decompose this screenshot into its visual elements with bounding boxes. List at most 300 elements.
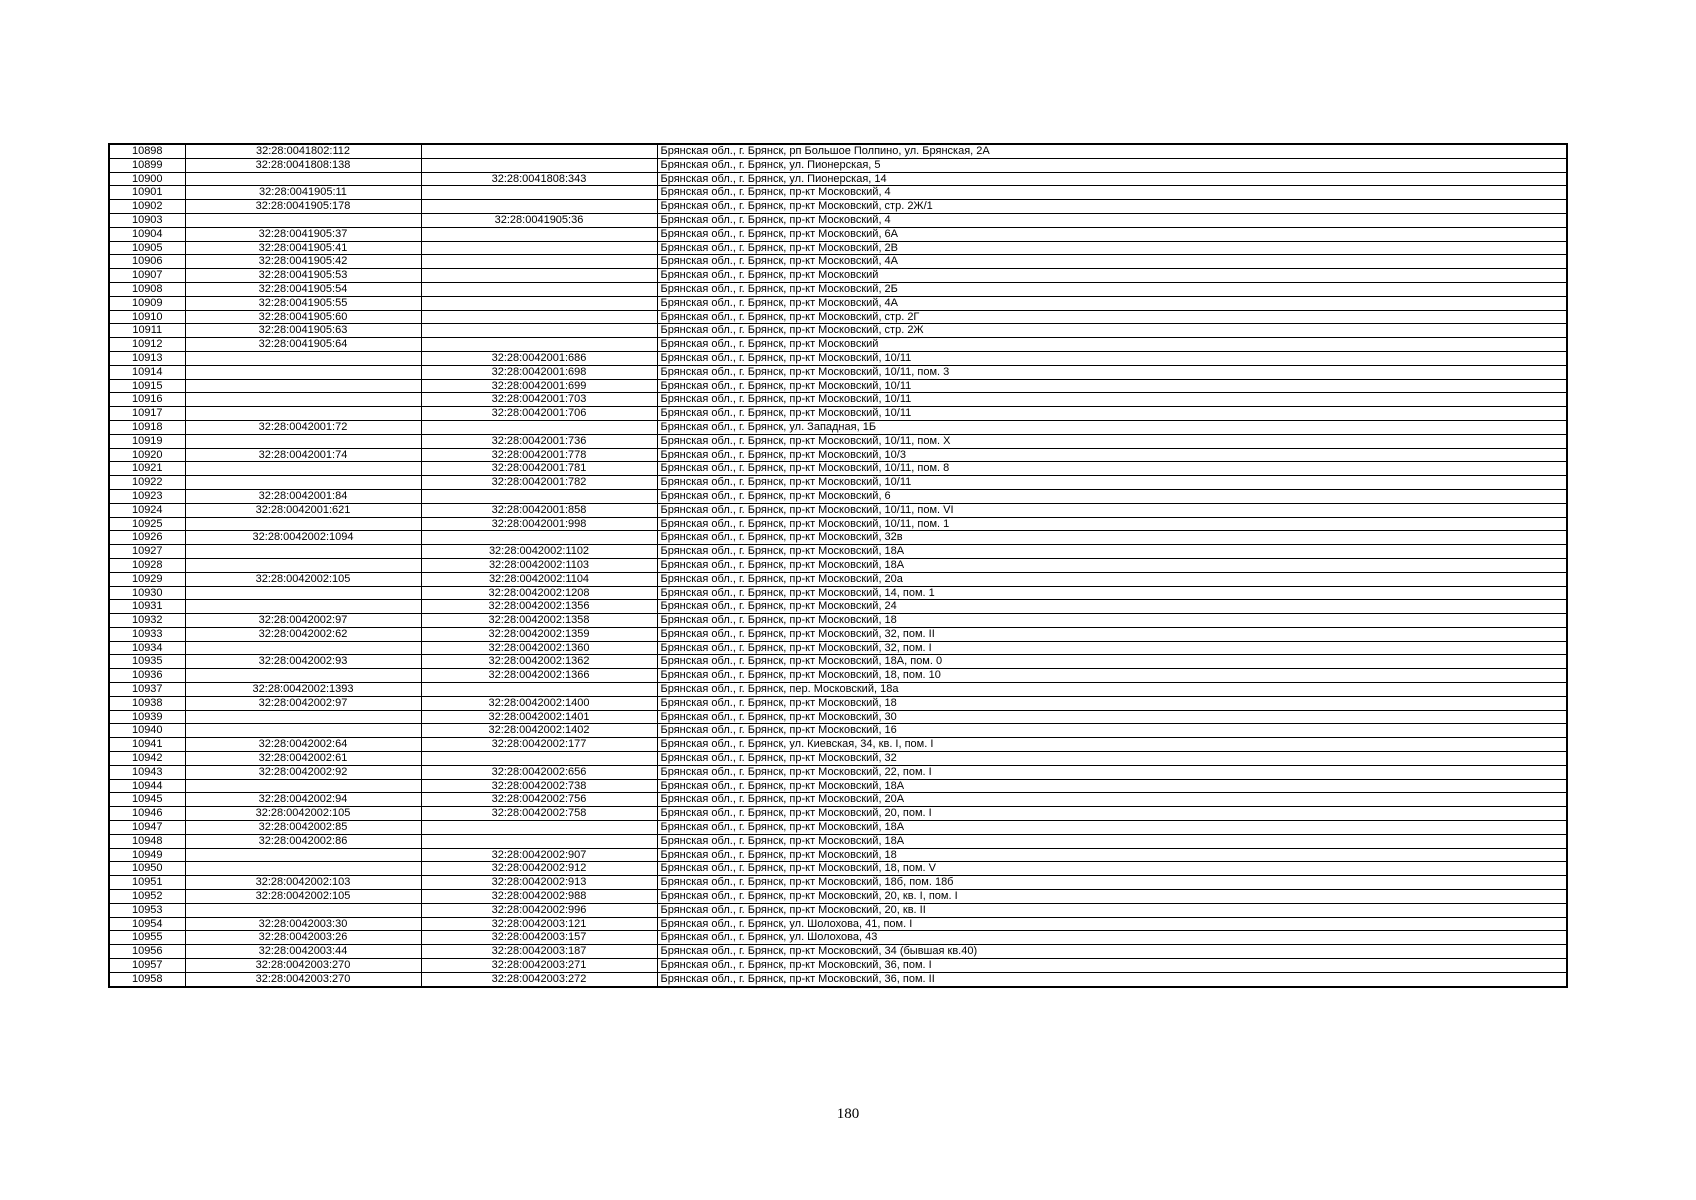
building-cadastral-cell: 32:28:0042002:1208 [421, 586, 657, 600]
address-cell: Брянская обл., г. Брянск, ул. Пионерская, 5 [657, 158, 1567, 172]
land-plot-cadastral-cell: 32:28:0041905:53 [185, 269, 421, 283]
row-number-cell: 10941 [109, 738, 185, 752]
row-number-cell: 10942 [109, 752, 185, 766]
address-cell: Брянская обл., г. Брянск, пр-кт Московский, 18 [657, 614, 1567, 628]
building-cadastral-cell: 32:28:0042002:988 [421, 890, 657, 904]
row-number-cell: 10920 [109, 448, 185, 462]
building-cadastral-cell: 32:28:0042001:703 [421, 393, 657, 407]
land-plot-cadastral-cell [185, 393, 421, 407]
building-cadastral-cell [421, 821, 657, 835]
table-row [109, 545, 1567, 559]
table-row [109, 710, 1567, 724]
building-cadastral-cell: 32:28:0042002:1358 [421, 614, 657, 628]
row-number-cell: 10927 [109, 545, 185, 559]
building-cadastral-cell: 32:28:0042002:912 [421, 862, 657, 876]
land-plot-cadastral-cell [185, 476, 421, 490]
land-plot-cadastral-cell [185, 903, 421, 917]
address-cell: Брянская обл., г. Брянск, пр-кт Московский, 6 [657, 489, 1567, 503]
land-plot-cadastral-cell: 32:28:0041808:138 [185, 158, 421, 172]
table-row [109, 489, 1567, 503]
building-cadastral-cell [421, 683, 657, 697]
table-row [109, 793, 1567, 807]
table-row [109, 738, 1567, 752]
land-plot-cadastral-cell: 32:28:0042002:62 [185, 627, 421, 641]
land-plot-cadastral-cell [185, 545, 421, 559]
row-number-cell: 10912 [109, 338, 185, 352]
address-cell: Брянская обл., г. Брянск, пр-кт Московский, 10/11, пом. 8 [657, 462, 1567, 476]
building-cadastral-cell: 32:28:0042001:778 [421, 448, 657, 462]
address-cell: Брянская обл., г. Брянск, пр-кт Московский, 14, пом. 1 [657, 586, 1567, 600]
row-number-cell: 10901 [109, 186, 185, 200]
address-cell: Брянская обл., г. Брянск, пр-кт Московский, 2Б [657, 282, 1567, 296]
row-number-cell: 10925 [109, 517, 185, 531]
building-cadastral-cell [421, 158, 657, 172]
registry-table [108, 143, 1568, 988]
building-cadastral-cell [421, 296, 657, 310]
building-cadastral-cell: 32:28:0042002:1359 [421, 627, 657, 641]
row-number-cell: 10951 [109, 876, 185, 890]
table-row [109, 627, 1567, 641]
land-plot-cadastral-cell [185, 558, 421, 572]
row-number-cell: 10926 [109, 531, 185, 545]
row-number-cell: 10906 [109, 255, 185, 269]
table-row [109, 338, 1567, 352]
row-number-cell: 10932 [109, 614, 185, 628]
row-number-cell: 10949 [109, 848, 185, 862]
table-row [109, 945, 1567, 959]
land-plot-cadastral-cell: 32:28:0041905:60 [185, 310, 421, 324]
building-cadastral-cell: 32:28:0042002:177 [421, 738, 657, 752]
registry-table-body [109, 144, 1567, 987]
table-row [109, 696, 1567, 710]
table-row [109, 269, 1567, 283]
address-cell: Брянская обл., г. Брянск, пр-кт Московский, 4 [657, 213, 1567, 227]
land-plot-cadastral-cell [185, 586, 421, 600]
address-cell: Брянская обл., г. Брянск, пр-кт Московский, 32 [657, 752, 1567, 766]
address-cell: Брянская обл., г. Брянск, пр-кт Московский, 20А [657, 793, 1567, 807]
land-plot-cadastral-cell: 32:28:0042003:270 [185, 972, 421, 986]
address-cell: Брянская обл., г. Брянск, пр-кт Московский, 22, пом. I [657, 765, 1567, 779]
land-plot-cadastral-cell: 32:28:0042002:64 [185, 738, 421, 752]
row-number-cell: 10909 [109, 296, 185, 310]
address-cell: Брянская обл., г. Брянск, пр-кт Московский, 10/3 [657, 448, 1567, 462]
address-cell: Брянская обл., г. Брянск, пр-кт Московский, 18 [657, 848, 1567, 862]
address-cell: Брянская обл., г. Брянск, пр-кт Московский, 36, пом. I [657, 959, 1567, 973]
building-cadastral-cell [421, 282, 657, 296]
building-cadastral-cell: 32:28:0042001:998 [421, 517, 657, 531]
table-row [109, 641, 1567, 655]
table-row [109, 420, 1567, 434]
row-number-cell: 10945 [109, 793, 185, 807]
table-row [109, 186, 1567, 200]
table-row [109, 241, 1567, 255]
table-row [109, 655, 1567, 669]
row-number-cell: 10943 [109, 765, 185, 779]
land-plot-cadastral-cell: 32:28:0041905:63 [185, 324, 421, 338]
row-number-cell: 10952 [109, 890, 185, 904]
building-cadastral-cell: 32:28:0042003:187 [421, 945, 657, 959]
land-plot-cadastral-cell [185, 517, 421, 531]
table-row [109, 779, 1567, 793]
land-plot-cadastral-cell: 32:28:0041905:42 [185, 255, 421, 269]
building-cadastral-cell: 32:28:0042002:1366 [421, 669, 657, 683]
table-row [109, 462, 1567, 476]
address-cell: Брянская обл., г. Брянск, пр-кт Московский, 4 [657, 186, 1567, 200]
table-row [109, 972, 1567, 986]
row-number-cell: 10928 [109, 558, 185, 572]
page-number: 180 [836, 1106, 860, 1122]
land-plot-cadastral-cell: 32:28:0042001:621 [185, 503, 421, 517]
building-cadastral-cell [421, 834, 657, 848]
table-row [109, 683, 1567, 697]
row-number-cell: 10931 [109, 600, 185, 614]
table-row [109, 227, 1567, 241]
building-cadastral-cell [421, 227, 657, 241]
address-cell: Брянская обл., г. Брянск, пр-кт Московский, 4А [657, 255, 1567, 269]
land-plot-cadastral-cell: 32:28:0042003:26 [185, 931, 421, 945]
building-cadastral-cell: 32:28:0042002:656 [421, 765, 657, 779]
row-number-cell: 10914 [109, 365, 185, 379]
land-plot-cadastral-cell: 32:28:0042002:1094 [185, 531, 421, 545]
row-number-cell: 10922 [109, 476, 185, 490]
row-number-cell: 10924 [109, 503, 185, 517]
table-row [109, 959, 1567, 973]
land-plot-cadastral-cell [185, 724, 421, 738]
address-cell: Брянская обл., г. Брянск, ул. Пионерская, 14 [657, 172, 1567, 186]
land-plot-cadastral-cell: 32:28:0042001:84 [185, 489, 421, 503]
table-row [109, 393, 1567, 407]
row-number-cell: 10944 [109, 779, 185, 793]
address-cell: Брянская обл., г. Брянск, пр-кт Московский, 18А [657, 834, 1567, 848]
row-number-cell: 10921 [109, 462, 185, 476]
land-plot-cadastral-cell [185, 172, 421, 186]
table-row [109, 448, 1567, 462]
building-cadastral-cell: 32:28:0042001:686 [421, 351, 657, 365]
row-number-cell: 10905 [109, 241, 185, 255]
land-plot-cadastral-cell: 32:28:0041905:55 [185, 296, 421, 310]
building-cadastral-cell [421, 420, 657, 434]
address-cell: Брянская обл., г. Брянск, пр-кт Московский, 20, пом. I [657, 807, 1567, 821]
building-cadastral-cell: 32:28:0042001:706 [421, 407, 657, 421]
address-cell: Брянская обл., г. Брянск, пр-кт Московский, 18А [657, 558, 1567, 572]
row-number-cell: 10917 [109, 407, 185, 421]
land-plot-cadastral-cell [185, 779, 421, 793]
land-plot-cadastral-cell [185, 848, 421, 862]
row-number-cell: 10915 [109, 379, 185, 393]
land-plot-cadastral-cell [185, 434, 421, 448]
land-plot-cadastral-cell: 32:28:0042002:93 [185, 655, 421, 669]
building-cadastral-cell: 32:28:0042001:782 [421, 476, 657, 490]
building-cadastral-cell: 32:28:0042002:1401 [421, 710, 657, 724]
address-cell: Брянская обл., г. Брянск, пр-кт Московский, 10/11 [657, 393, 1567, 407]
table-row [109, 834, 1567, 848]
row-number-cell: 10916 [109, 393, 185, 407]
land-plot-cadastral-cell: 32:28:0042003:44 [185, 945, 421, 959]
land-plot-cadastral-cell: 32:28:0042002:103 [185, 876, 421, 890]
land-plot-cadastral-cell: 32:28:0042002:94 [185, 793, 421, 807]
table-row [109, 917, 1567, 931]
building-cadastral-cell: 32:28:0042001:736 [421, 434, 657, 448]
row-number-cell: 10958 [109, 972, 185, 986]
row-number-cell: 10911 [109, 324, 185, 338]
address-cell: Брянская обл., г. Брянск, пр-кт Московский, 20а [657, 572, 1567, 586]
address-cell: Брянская обл., г. Брянск, пр-кт Московский, 34 (бывшая кв.40) [657, 945, 1567, 959]
building-cadastral-cell: 32:28:0042002:756 [421, 793, 657, 807]
land-plot-cadastral-cell: 32:28:0042003:270 [185, 959, 421, 973]
building-cadastral-cell [421, 241, 657, 255]
table-row [109, 765, 1567, 779]
building-cadastral-cell: 32:28:0042001:858 [421, 503, 657, 517]
table-row [109, 752, 1567, 766]
land-plot-cadastral-cell: 32:28:0042002:92 [185, 765, 421, 779]
table-row [109, 517, 1567, 531]
row-number-cell: 10907 [109, 269, 185, 283]
address-cell: Брянская обл., г. Брянск, пр-кт Московский, 4А [657, 296, 1567, 310]
table-row [109, 531, 1567, 545]
land-plot-cadastral-cell [185, 669, 421, 683]
row-number-cell: 10955 [109, 931, 185, 945]
building-cadastral-cell: 32:28:0042002:907 [421, 848, 657, 862]
address-cell: Брянская обл., г. Брянск, пр-кт Московский, 10/11, пом. X [657, 434, 1567, 448]
address-cell: Брянская обл., г. Брянск, пр-кт Московский, 18А, пом. 0 [657, 655, 1567, 669]
building-cadastral-cell: 32:28:0042003:121 [421, 917, 657, 931]
address-cell: Брянская обл., г. Брянск, пр-кт Московский, 18, пом. 10 [657, 669, 1567, 683]
row-number-cell: 10947 [109, 821, 185, 835]
row-number-cell: 10956 [109, 945, 185, 959]
address-cell: Брянская обл., г. Брянск, пер. Московский, 18а [657, 683, 1567, 697]
address-cell: Брянская обл., г. Брянск, пр-кт Московский, 2В [657, 241, 1567, 255]
building-cadastral-cell [421, 144, 657, 158]
address-cell: Брянская обл., г. Брянск, пр-кт Московский, 32, пом. II [657, 627, 1567, 641]
address-cell: Брянская обл., г. Брянск, рп Большое Полпино, ул. Брянская, 2А [657, 144, 1567, 158]
building-cadastral-cell [421, 338, 657, 352]
address-cell: Брянская обл., г. Брянск, ул. Шолохова, 41, пом. I [657, 917, 1567, 931]
land-plot-cadastral-cell: 32:28:0042003:30 [185, 917, 421, 931]
table-row [109, 282, 1567, 296]
land-plot-cadastral-cell [185, 710, 421, 724]
address-cell: Брянская обл., г. Брянск, пр-кт Московский, 18, пом. V [657, 862, 1567, 876]
table-row [109, 144, 1567, 158]
address-cell: Брянская обл., г. Брянск, пр-кт Московский, 24 [657, 600, 1567, 614]
table-row [109, 807, 1567, 821]
land-plot-cadastral-cell [185, 862, 421, 876]
land-plot-cadastral-cell: 32:28:0042002:86 [185, 834, 421, 848]
table-row [109, 351, 1567, 365]
building-cadastral-cell: 32:28:0042002:1362 [421, 655, 657, 669]
address-cell: Брянская обл., г. Брянск, пр-кт Московский, 6А [657, 227, 1567, 241]
address-cell: Брянская обл., г. Брянск, пр-кт Московский, 18А [657, 779, 1567, 793]
building-cadastral-cell: 32:28:0042002:1400 [421, 696, 657, 710]
land-plot-cadastral-cell [185, 407, 421, 421]
address-cell: Брянская обл., г. Брянск, пр-кт Московский, 10/11 [657, 476, 1567, 490]
land-plot-cadastral-cell: 32:28:0041905:11 [185, 186, 421, 200]
row-number-cell: 10957 [109, 959, 185, 973]
row-number-cell: 10934 [109, 641, 185, 655]
row-number-cell: 10936 [109, 669, 185, 683]
address-cell: Брянская обл., г. Брянск, пр-кт Московский, 32в [657, 531, 1567, 545]
address-cell: Брянская обл., г. Брянск, пр-кт Московский, 10/11 [657, 351, 1567, 365]
land-plot-cadastral-cell [185, 379, 421, 393]
row-number-cell: 10902 [109, 200, 185, 214]
land-plot-cadastral-cell [185, 213, 421, 227]
address-cell: Брянская обл., г. Брянск, пр-кт Московский, 10/11, пом. 1 [657, 517, 1567, 531]
address-cell: Брянская обл., г. Брянск, пр-кт Московский, 10/11 [657, 379, 1567, 393]
row-number-cell: 10900 [109, 172, 185, 186]
row-number-cell: 10937 [109, 683, 185, 697]
table-row [109, 600, 1567, 614]
table-row [109, 903, 1567, 917]
row-number-cell: 10899 [109, 158, 185, 172]
land-plot-cadastral-cell: 32:28:0041905:64 [185, 338, 421, 352]
table-row [109, 255, 1567, 269]
building-cadastral-cell: 32:28:0042002:1360 [421, 641, 657, 655]
table-row [109, 890, 1567, 904]
row-number-cell: 10903 [109, 213, 185, 227]
address-cell: Брянская обл., г. Брянск, пр-кт Московский, 30 [657, 710, 1567, 724]
land-plot-cadastral-cell: 32:28:0041905:178 [185, 200, 421, 214]
address-cell: Брянская обл., г. Брянск, пр-кт Московский, 10/11 [657, 407, 1567, 421]
row-number-cell: 10939 [109, 710, 185, 724]
address-cell: Брянская обл., г. Брянск, пр-кт Московский, стр. 2Г [657, 310, 1567, 324]
address-cell: Брянская обл., г. Брянск, пр-кт Московский, стр. 2Ж/1 [657, 200, 1567, 214]
land-plot-cadastral-cell: 32:28:0041905:37 [185, 227, 421, 241]
row-number-cell: 10919 [109, 434, 185, 448]
address-cell: Брянская обл., г. Брянск, пр-кт Московский [657, 269, 1567, 283]
land-plot-cadastral-cell: 32:28:0041905:54 [185, 282, 421, 296]
building-cadastral-cell: 32:28:0041905:36 [421, 213, 657, 227]
table-row [109, 862, 1567, 876]
table-row [109, 876, 1567, 890]
row-number-cell: 10913 [109, 351, 185, 365]
row-number-cell: 10933 [109, 627, 185, 641]
building-cadastral-cell: 32:28:0042002:1102 [421, 545, 657, 559]
row-number-cell: 10910 [109, 310, 185, 324]
building-cadastral-cell [421, 324, 657, 338]
land-plot-cadastral-cell [185, 462, 421, 476]
table-row [109, 296, 1567, 310]
table-row [109, 407, 1567, 421]
row-number-cell: 10898 [109, 144, 185, 158]
land-plot-cadastral-cell: 32:28:0042002:97 [185, 696, 421, 710]
land-plot-cadastral-cell: 32:28:0042002:1393 [185, 683, 421, 697]
address-cell: Брянская обл., г. Брянск, пр-кт Московский, 18А [657, 545, 1567, 559]
land-plot-cadastral-cell: 32:28:0042002:85 [185, 821, 421, 835]
building-cadastral-cell: 32:28:0042002:738 [421, 779, 657, 793]
address-cell: Брянская обл., г. Брянск, пр-кт Московский, 10/11, пом. 3 [657, 365, 1567, 379]
table-row [109, 848, 1567, 862]
row-number-cell: 10946 [109, 807, 185, 821]
row-number-cell: 10923 [109, 489, 185, 503]
table-row [109, 379, 1567, 393]
address-cell: Брянская обл., г. Брянск, ул. Западная, 1Б [657, 420, 1567, 434]
land-plot-cadastral-cell: 32:28:0042001:74 [185, 448, 421, 462]
building-cadastral-cell: 32:28:0042003:271 [421, 959, 657, 973]
row-number-cell: 10904 [109, 227, 185, 241]
building-cadastral-cell [421, 489, 657, 503]
table-row [109, 821, 1567, 835]
table-row [109, 586, 1567, 600]
address-cell: Брянская обл., г. Брянск, ул. Шолохова, 43 [657, 931, 1567, 945]
row-number-cell: 10954 [109, 917, 185, 931]
address-cell: Брянская обл., г. Брянск, пр-кт Московский, 18 [657, 696, 1567, 710]
row-number-cell: 10929 [109, 572, 185, 586]
address-cell: Брянская обл., г. Брянск, пр-кт Московский, 32, пом. I [657, 641, 1567, 655]
building-cadastral-cell [421, 186, 657, 200]
land-plot-cadastral-cell: 32:28:0042002:97 [185, 614, 421, 628]
land-plot-cadastral-cell: 32:28:0042001:72 [185, 420, 421, 434]
building-cadastral-cell: 32:28:0041808:343 [421, 172, 657, 186]
address-cell: Брянская обл., г. Брянск, ул. Киевская, 34, кв. I, пом. I [657, 738, 1567, 752]
land-plot-cadastral-cell: 32:28:0042002:105 [185, 572, 421, 586]
table-row [109, 572, 1567, 586]
building-cadastral-cell: 32:28:0042003:157 [421, 931, 657, 945]
address-cell: Брянская обл., г. Брянск, пр-кт Московский, 36, пом. II [657, 972, 1567, 986]
table-row [109, 931, 1567, 945]
building-cadastral-cell: 32:28:0042001:699 [421, 379, 657, 393]
land-plot-cadastral-cell: 32:28:0042002:105 [185, 807, 421, 821]
address-cell: Брянская обл., г. Брянск, пр-кт Московский, 18А [657, 821, 1567, 835]
building-cadastral-cell: 32:28:0042003:272 [421, 972, 657, 986]
table-row [109, 172, 1567, 186]
row-number-cell: 10918 [109, 420, 185, 434]
table-row [109, 558, 1567, 572]
table-row [109, 200, 1567, 214]
land-plot-cadastral-cell: 32:28:0041802:112 [185, 144, 421, 158]
table-row [109, 324, 1567, 338]
table-row [109, 365, 1567, 379]
table-row [109, 724, 1567, 738]
building-cadastral-cell [421, 200, 657, 214]
table-row [109, 669, 1567, 683]
row-number-cell: 10938 [109, 696, 185, 710]
address-cell: Брянская обл., г. Брянск, пр-кт Московский [657, 338, 1567, 352]
row-number-cell: 10953 [109, 903, 185, 917]
address-cell: Брянская обл., г. Брянск, пр-кт Московский, 10/11, пом. VI [657, 503, 1567, 517]
table-row [109, 434, 1567, 448]
row-number-cell: 10940 [109, 724, 185, 738]
building-cadastral-cell [421, 752, 657, 766]
table-row [109, 503, 1567, 517]
address-cell: Брянская обл., г. Брянск, пр-кт Московский, 20, кв. II [657, 903, 1567, 917]
table-row [109, 614, 1567, 628]
land-plot-cadastral-cell [185, 365, 421, 379]
address-cell: Брянская обл., г. Брянск, пр-кт Московский, стр. 2Ж [657, 324, 1567, 338]
building-cadastral-cell: 32:28:0042002:913 [421, 876, 657, 890]
building-cadastral-cell [421, 531, 657, 545]
land-plot-cadastral-cell: 32:28:0041905:41 [185, 241, 421, 255]
row-number-cell: 10935 [109, 655, 185, 669]
row-number-cell: 10930 [109, 586, 185, 600]
building-cadastral-cell: 32:28:0042001:698 [421, 365, 657, 379]
address-cell: Брянская обл., г. Брянск, пр-кт Московский, 18б, пом. 18б [657, 876, 1567, 890]
table-row [109, 158, 1567, 172]
address-cell: Брянская обл., г. Брянск, пр-кт Московский, 16 [657, 724, 1567, 738]
row-number-cell: 10948 [109, 834, 185, 848]
table-row [109, 310, 1567, 324]
building-cadastral-cell: 32:28:0042002:1356 [421, 600, 657, 614]
building-cadastral-cell: 32:28:0042002:1103 [421, 558, 657, 572]
land-plot-cadastral-cell [185, 641, 421, 655]
building-cadastral-cell: 32:28:0042002:758 [421, 807, 657, 821]
land-plot-cadastral-cell: 32:28:0042002:61 [185, 752, 421, 766]
land-plot-cadastral-cell: 32:28:0042002:105 [185, 890, 421, 904]
building-cadastral-cell: 32:28:0042002:996 [421, 903, 657, 917]
address-cell: Брянская обл., г. Брянск, пр-кт Московский, 20, кв. I, пом. I [657, 890, 1567, 904]
building-cadastral-cell: 32:28:0042002:1402 [421, 724, 657, 738]
building-cadastral-cell: 32:28:0042002:1104 [421, 572, 657, 586]
row-number-cell: 10950 [109, 862, 185, 876]
table-row [109, 213, 1567, 227]
